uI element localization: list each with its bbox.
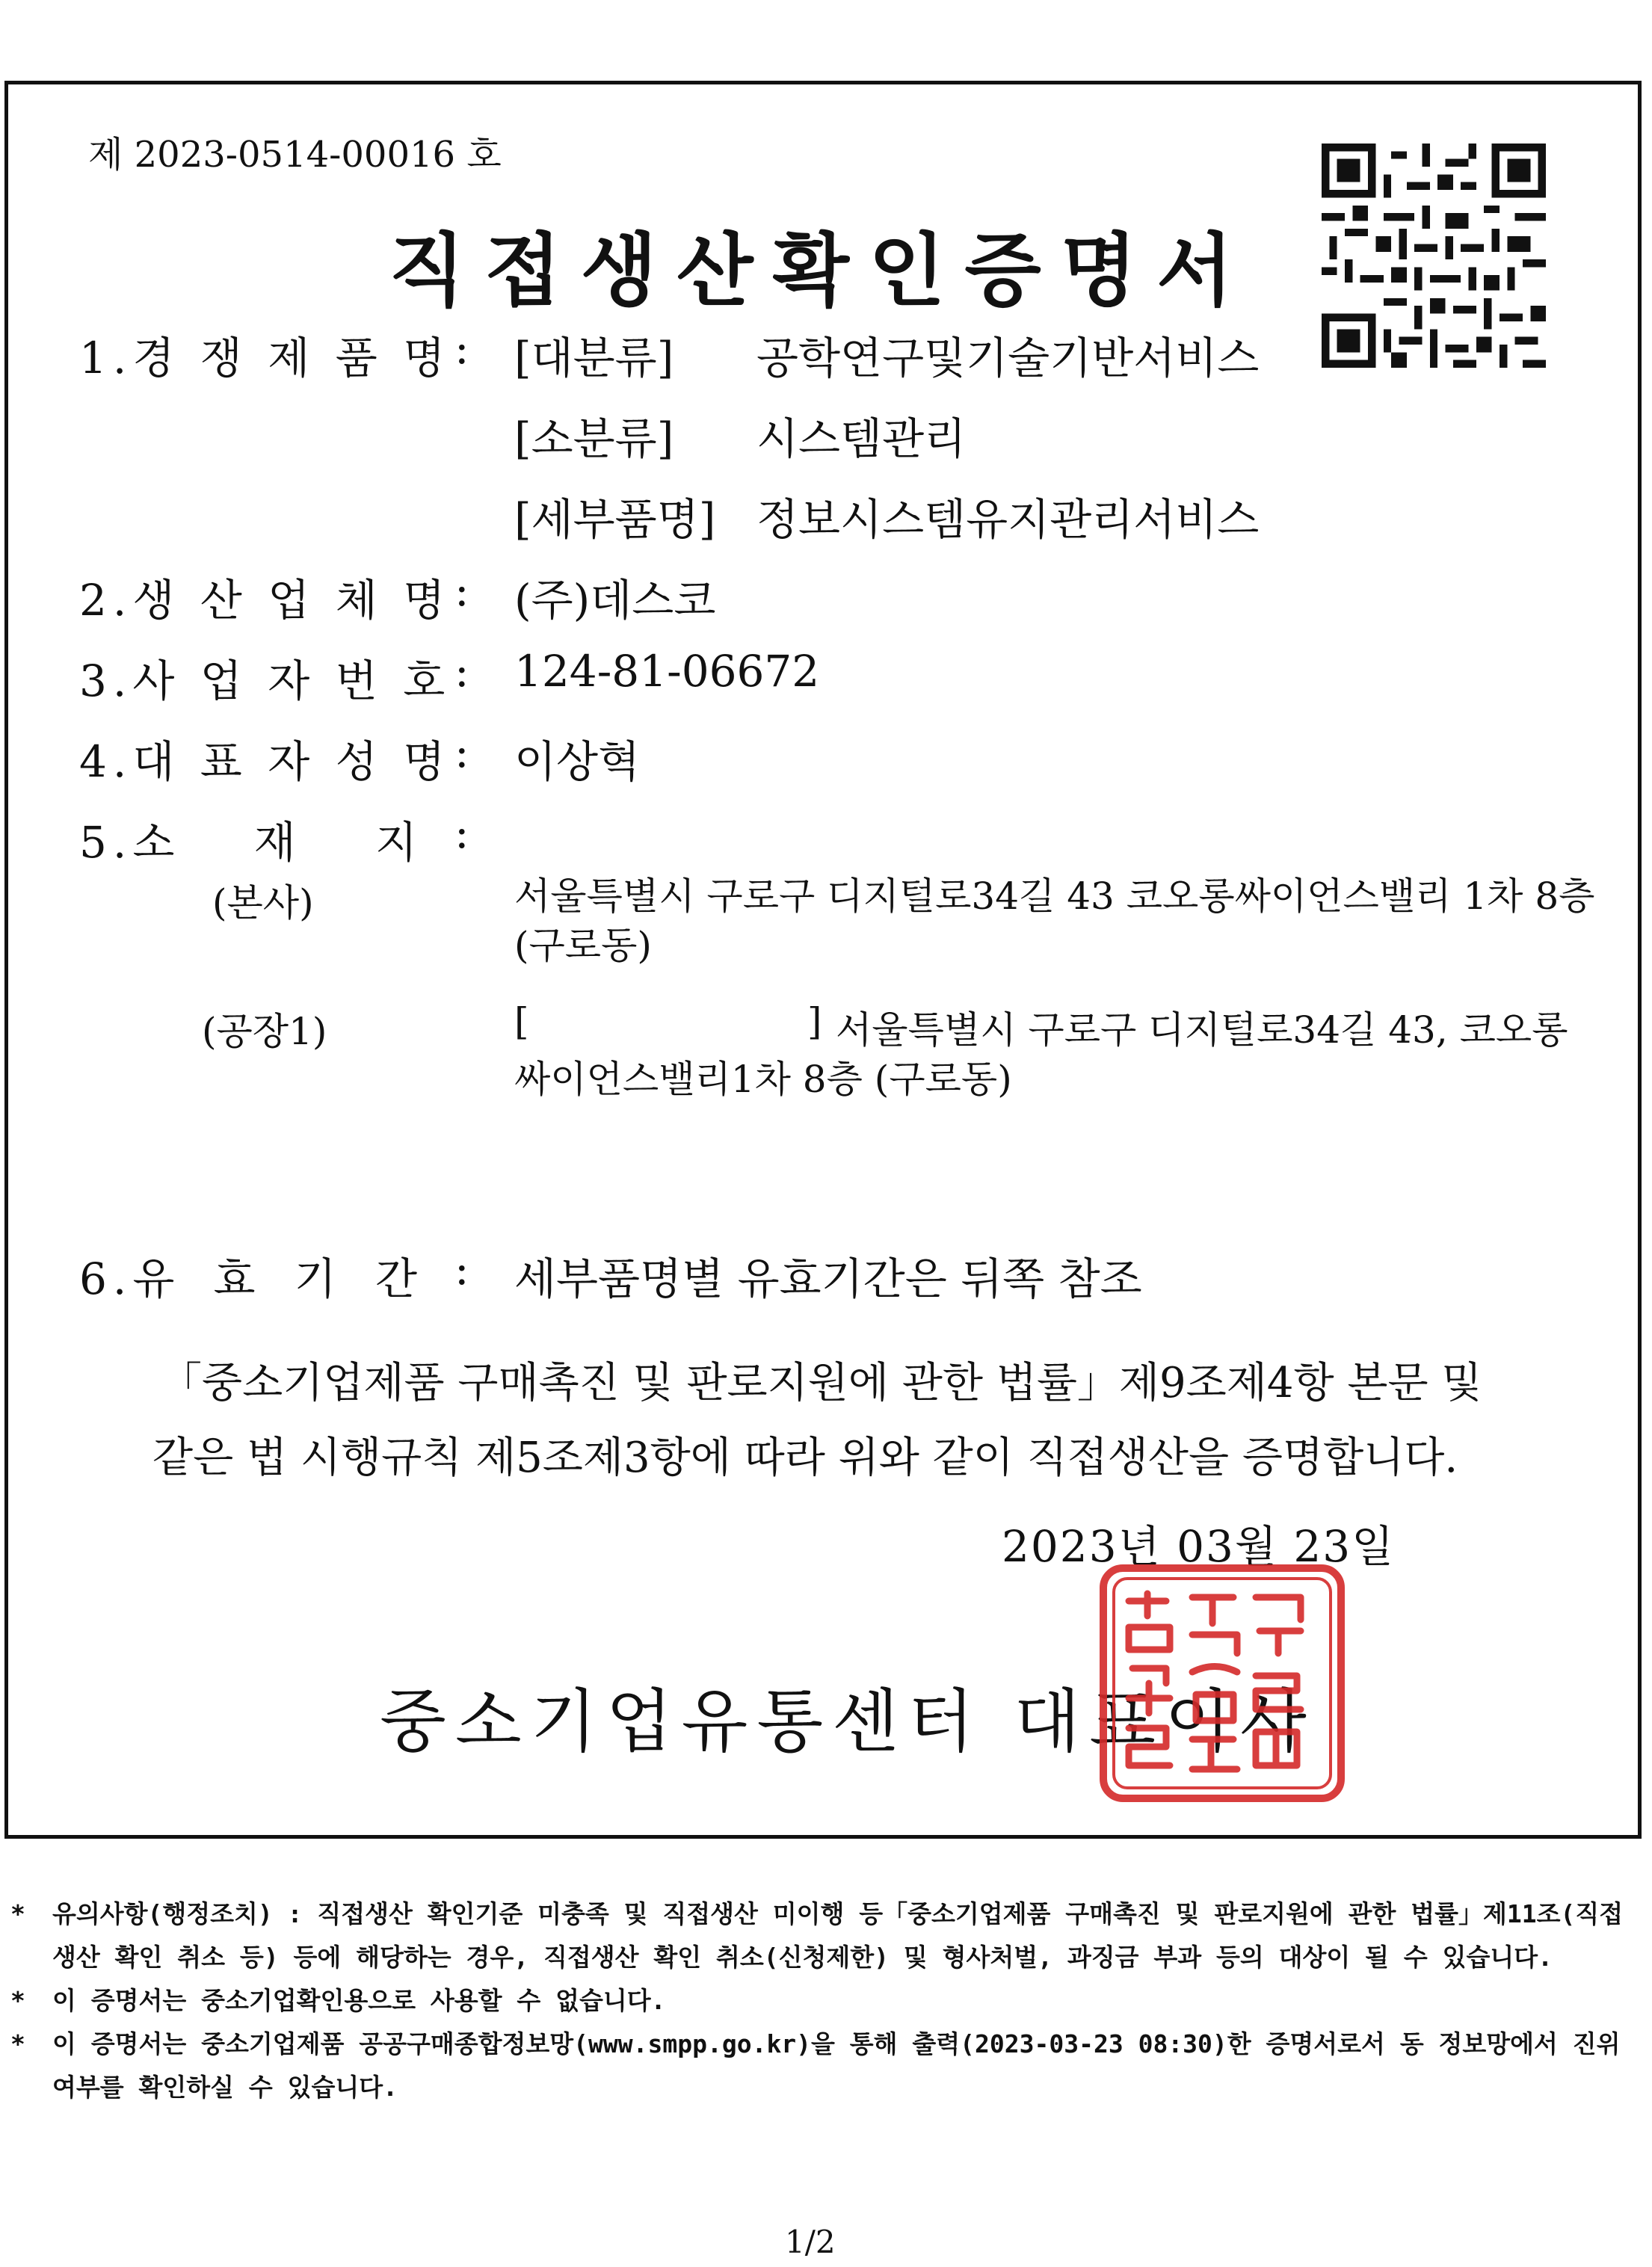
colon: : xyxy=(454,323,469,374)
validity-value: 세부품명별 유효기간은 뒤쪽 참조 xyxy=(514,1253,1142,1304)
statement-line-2: 같은 법 시행규칙 제5조제3항에 따라 위와 같이 직접생산을 증명합니다. xyxy=(152,1434,1458,1482)
company-name: (주)데스코 xyxy=(514,575,716,626)
category-major: 공학연구및기술기반서비스 xyxy=(756,333,1260,383)
product-label: 1.경 쟁 제 품 명 xyxy=(79,333,451,383)
certificate-number: 제 2023-0514-00016 호 xyxy=(88,134,502,176)
category-detail-tag: [세부품명] xyxy=(514,494,716,545)
issue-date: 2023년 03월 23일 xyxy=(1002,1521,1396,1572)
colon: : xyxy=(454,646,469,697)
factory-label: (공장1) xyxy=(202,1010,327,1053)
hq-label: (본사) xyxy=(212,881,314,925)
official-seal-icon xyxy=(1099,1564,1346,1803)
note-marker: * xyxy=(10,1899,25,1928)
statement-line-1: 「중소기업제품 구매촉진 및 판로지원에 관한 법률」제9조제4항 본문 및 xyxy=(160,1359,1482,1407)
location-label: 5.소 재 지 xyxy=(79,817,423,868)
ceo-name: 이상혁 xyxy=(514,736,641,787)
colon: : xyxy=(454,565,469,616)
note-marker: * xyxy=(10,1986,25,2015)
note-item: * 이 증명서는 중소기업제품 공공구매종합정보망(www.smpp.go.kr)을 통해 출력(2023-03-23 08:30)한 증명서로서 동 정보망에서 진위여부를 확인하실 수 있습니다. xyxy=(10,2023,1640,2109)
qr-code-icon xyxy=(1322,144,1546,368)
factory-bracket-open: [ xyxy=(514,1000,529,1043)
category-major-tag: [대분류] xyxy=(514,333,674,383)
hq-address: 서울특별시 구로구 디지털로34길 43 코오롱싸이언스밸리 1차 8층 (구로동) xyxy=(514,875,1595,967)
bizno-label: 3.사 업 자 번 호 xyxy=(79,656,451,706)
issuer: 중소기업유통센터 대표이사 xyxy=(380,1682,1316,1762)
document-title: 직접생산확인증명서 xyxy=(389,223,1253,317)
note-item: * 이 증명서는 중소기업확인용으로 사용할 수 없습니다. xyxy=(10,1979,1640,2023)
factory-address-line1: 서울특별시 구로구 디지털로34길 43, 코오롱 xyxy=(836,1008,1568,1052)
category-minor-tag: [소분류] xyxy=(514,413,674,464)
page-number: 1/2 xyxy=(785,2224,836,2260)
company-label: 2.생 산 업 체 명 xyxy=(79,575,451,626)
ceo-label: 4.대 표 자 성 명 xyxy=(79,736,451,787)
validity-label: 6.유 효 기 간 xyxy=(79,1253,423,1304)
factory-address-line2: 싸이언스밸리1차 8층 (구로동) xyxy=(514,1058,1012,1101)
colon: : xyxy=(454,727,469,777)
factory-bracket-close: ] xyxy=(807,1000,822,1043)
note-item: * 유의사항(행정조치) : 직접생산 확인기준 미충족 및 직접생산 미이행 등「중소기업제품 구매촉진 및 판로지원에 관한 법률」제11조(직접생산 확인 취소 등) 등에 해당하는 경우, 직접생산 확인 취소(신청제한) 및 형사처벌, 과징금 부과 등의 대상이 될 수 있습니다. xyxy=(10,1893,1640,1979)
notes-section xyxy=(10,1893,1640,2109)
category-minor: 시스템관리 xyxy=(756,413,967,464)
colon: : xyxy=(454,807,469,858)
colon: : xyxy=(454,1244,469,1295)
category-detail: 정보시스템유지관리서비스 xyxy=(756,494,1260,545)
note-marker: * xyxy=(10,2029,25,2058)
business-number: 124-81-06672 xyxy=(514,646,820,697)
